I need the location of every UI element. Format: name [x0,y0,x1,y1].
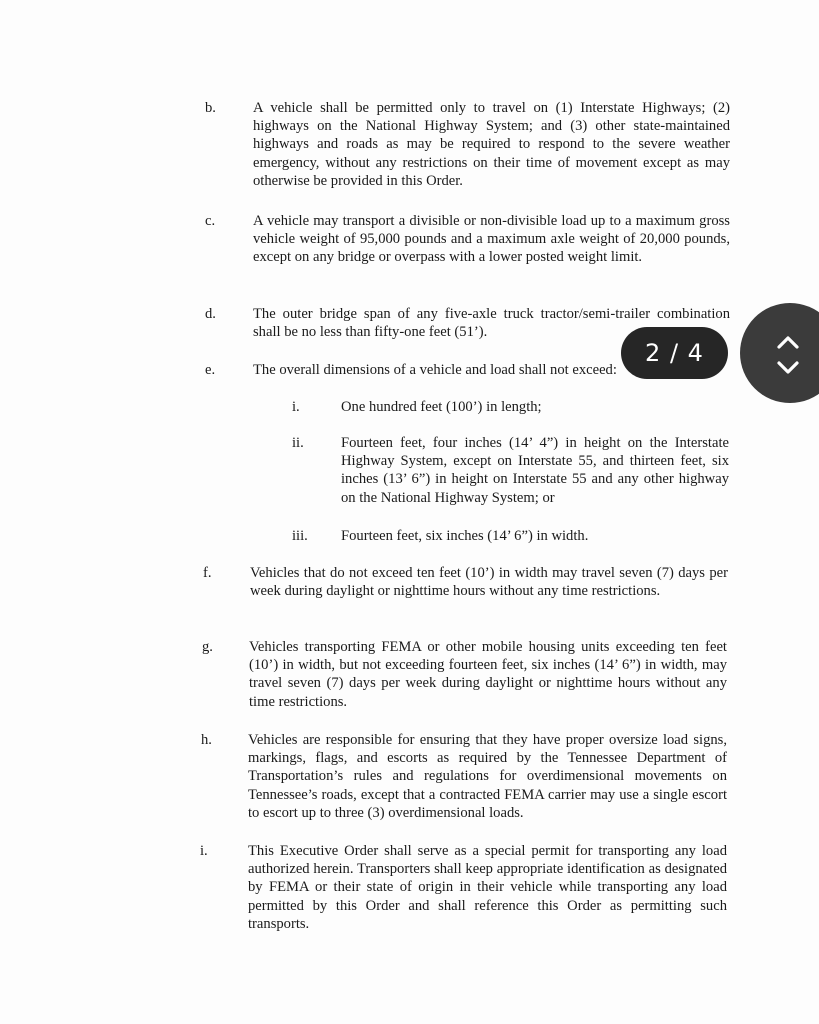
paragraph-label: f. [203,565,212,581]
paragraph-text: Vehicles are responsible for ensuring that they have proper oversize load signs, markings, flags, and escorts as required by the Tennessee Department of Transportation’s rules and regulations for overdimensional movements on Tennessee’s roads, except that a contracted FEMA carrier may use a single escort to escort up to three (3) overdimensional loads. [248,732,727,821]
paragraph-label: d. [205,306,216,322]
paragraph-text: The overall dimensions of a vehicle and load shall not exceed: [253,362,617,378]
chevron-up-icon[interactable] [776,331,800,355]
subparagraph-text: Fourteen feet, four inches (14’ 4”) in height on the Interstate Highway System, except on Interstate 55, and thirteen feet, six inches (13’ 6”) in height on Interstate 55 and any other highway on the National Highway System; or [341,435,729,506]
subparagraph-label: i. [292,399,300,415]
page-indicator [621,327,728,379]
subparagraph-label: ii. [292,435,304,451]
paragraph-label: g. [202,639,213,655]
paragraph-label: c. [205,213,216,229]
paragraph-text: Vehicles that do not exceed ten feet (10’) in width may travel seven (7) days per week during daylight or nighttime hours without any time restrictions. [250,565,728,600]
paragraph-label: b. [205,100,216,116]
subparagraph-text: One hundred feet (100’) in length; [341,399,542,415]
paragraph-text: A vehicle may transport a divisible or non-divisible load up to a maximum gross vehicle weight of 95,000 pounds and a maximum axle weight of 20,000 pounds, except on any bridge or overpass with a lower posted weight limit. [253,213,730,266]
subparagraph-text: Fourteen feet, six inches (14’ 6”) in width. [341,528,589,544]
subparagraph-label: iii. [292,528,308,544]
paragraph-label: e. [205,362,216,378]
paragraph-text: This Executive Order shall serve as a special permit for transporting any load authorized herein. Transporters shall keep appropriate identification as designated by FEMA or their state of origin in their vehicle while transporting any load permitted by this Order and shall reference this Order as permitting such transports. [248,843,727,932]
paragraph-text: The outer bridge span of any five-axle truck tractor/semi-trailer combination shall be no less than fifty-one feet (51’). [253,306,730,341]
paragraph-label: i. [200,843,208,859]
paragraph-label: h. [201,732,212,748]
paragraph-text: Vehicles transporting FEMA or other mobile housing units exceeding ten feet (10’) in width, but not exceeding fourteen feet, six inches (14’ 6”) in width, may travel seven (7) days per week during daylight or nighttime hours without any time restrictions. [249,639,727,710]
chevron-down-icon[interactable] [776,355,800,379]
page-indicator-text: 2 / 4 [645,339,704,367]
paragraph-text: A vehicle shall be permitted only to travel on (1) Interstate Highways; (2) highways on the National Highway System; and (3) other state-maintained highways and roads as may be required to respond to the severe weather emergency, without any restrictions on their time of movement except as may otherwise be provided in this Order. [253,100,730,189]
